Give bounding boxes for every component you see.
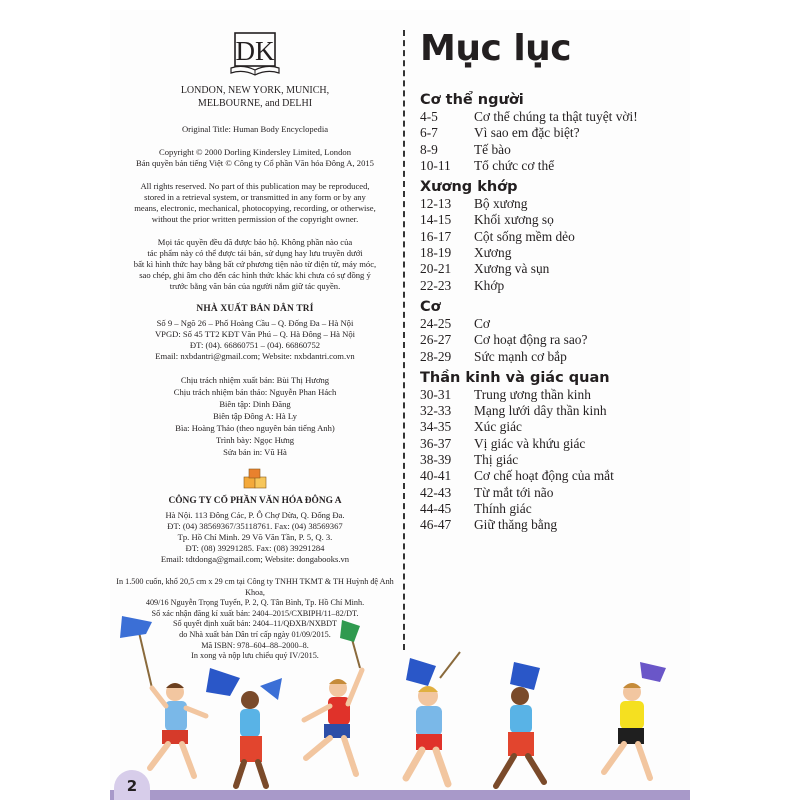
publisher-line: ĐT: (04). 66860751 – (04). 66860752: [189, 340, 321, 350]
toc-entry-title: Xúc giác: [474, 419, 522, 435]
toc-entry: [420, 517, 690, 533]
toc-entry-title: Cột sống mềm dẻo: [474, 228, 575, 244]
toc-entry: [420, 158, 690, 174]
original-title: Original Title: Human Body Encyclopedia: [181, 124, 329, 134]
toc-entry-pages: 20-21: [420, 261, 452, 277]
copyright-block: [110, 147, 400, 169]
running-children-illustration: [110, 608, 690, 800]
toc-entry: [420, 485, 690, 501]
company-line: ĐT: (08) 39291285. Fax: (08) 39291284: [185, 543, 325, 553]
company-line: Email: tdtdonga@gmail.com; Website: dongabooks.vn: [160, 554, 350, 564]
toc-entry-pages: 16-17: [420, 228, 452, 244]
publisher-name: NHÀ XUẤT BẢN DÂN TRÍ: [196, 304, 314, 314]
toc-entry-pages: 18-19: [420, 245, 452, 261]
toc-entry-pages: 10-11: [420, 157, 451, 173]
toc-entry: [420, 316, 690, 332]
publisher-block: [110, 304, 400, 362]
toc-section-title: Xương khớp: [420, 179, 518, 196]
toc-entry-pages: 24-25: [420, 315, 452, 331]
company-block: [110, 496, 400, 565]
toc-section-muscle: [420, 298, 690, 365]
toc-entry-title: Giữ thăng bằng: [474, 517, 558, 533]
toc-entry: [420, 142, 690, 158]
dk-logo-text: DK: [235, 36, 275, 66]
child-figure: [120, 616, 206, 776]
rights-en-line: All rights reserved. No part of this publication may be reproduced,: [140, 181, 370, 191]
column-divider: [403, 30, 405, 650]
print-info-line: Số quyết định xuất bản: 2404–11/QĐXB/NXBDT: [172, 619, 338, 629]
print-info-line: Số xác nhận đăng kí xuất bản: 2404–2015/CXBIPH/11–82/DT.: [151, 608, 359, 618]
publisher-line: Email: nxbdantri@gmail.com; Website: nxbdantri.com.vn: [155, 351, 355, 361]
toc-entry-pages: 40-41: [420, 468, 452, 484]
vn-rights-line: Bản quyền bản tiếng Việt © Công ty Cổ phần Văn hóa Đông A, 2015: [136, 158, 374, 168]
page-number: 2: [114, 770, 150, 800]
toc-entry-pages: 34-35: [420, 419, 452, 435]
toc-entry-pages: 36-37: [420, 435, 452, 451]
toc-title: Mục lục: [420, 28, 572, 69]
toc-entry: [420, 278, 690, 294]
toc-entry: [420, 403, 690, 419]
child-figure: [604, 662, 666, 778]
credit-line: Chịu trách nhiệm xuất bản: Bùi Thị Hương: [180, 375, 330, 385]
rights-en: [110, 181, 400, 225]
toc-entry-pages: 42-43: [420, 484, 452, 500]
toc-entry-pages: 14-15: [420, 212, 452, 228]
toc-entry-title: Vì sao em đặc biệt?: [474, 125, 580, 141]
toc-entry: [420, 436, 690, 452]
print-info-line: do Nhà xuất bản Dân trí cấp ngày 01/09/2015.: [179, 629, 331, 639]
toc-entry: [420, 468, 690, 484]
credit-line: Sửa bản in: Vũ Hà: [223, 447, 287, 457]
toc-entry-title: Vị giác và khứu giác: [474, 435, 586, 451]
toc-section-nerves-senses: [420, 369, 690, 534]
toc-entry-pages: 8-9: [420, 141, 438, 157]
toc-entry-title: Cơ hoạt động ra sao?: [474, 332, 588, 348]
toc-entry-title: Thị giác: [474, 452, 519, 468]
toc-section-title: Cơ: [420, 298, 441, 315]
toc-entry-pages: 26-27: [420, 332, 452, 348]
rights-en-line: without the prior written permission of the copyright owner.: [151, 214, 359, 224]
toc-entry: [420, 196, 690, 212]
rights-vn-line: Mọi tác quyền đều đã được bảo hộ. Không phần nào của: [157, 237, 353, 247]
toc-entry-pages: 4-5: [420, 109, 438, 124]
credits-block: [110, 374, 400, 458]
credit-line: Biên tập: Dinh Đăng: [219, 399, 291, 409]
toc-entry: [420, 261, 690, 277]
child-figure: [206, 668, 282, 786]
footer-band: [110, 790, 690, 800]
credit-line: Trình bày: Ngọc Hưng: [215, 435, 295, 445]
toc-entry-pages: 22-23: [420, 277, 452, 293]
toc-entry: [420, 212, 690, 228]
toc-entry-pages: 12-13: [420, 196, 452, 212]
print-info-line: In xong và nộp lưu chiểu quý IV/2015.: [191, 651, 319, 661]
toc-entry-pages: 6-7: [420, 125, 438, 141]
rights-vn: [110, 237, 400, 292]
toc-entry: [420, 245, 690, 261]
toc-entry-title: Xương và sụn: [474, 261, 550, 277]
toc-entry: [420, 452, 690, 468]
publisher-cities: [110, 84, 400, 110]
child-figure: [304, 620, 362, 774]
credit-line: Biên tập Đông A: Hà Ly: [213, 411, 297, 421]
rights-vn-line: bất kì hình thức hay bằng bất cứ phương tiện nào từ điện tử, máy móc,: [133, 259, 377, 269]
toc-entry-pages: 32-33: [420, 403, 452, 419]
publisher-line: Số 9 – Ngõ 26 – Phố Hoàng Cầu – Q. Đống Đa – Hà Nội: [156, 318, 354, 328]
toc-entry-pages: 38-39: [420, 452, 452, 468]
print-info-line: 409/16 Nguyễn Trọng Tuyển, P. 2, Q. Tân Bình, Tp. Hồ Chí Minh.: [145, 598, 365, 608]
cities-line-2: MELBOURNE, and DELHI: [197, 98, 313, 109]
child-figure: [406, 652, 460, 784]
toc-entry-title: Tế bào: [474, 141, 511, 157]
child-figure: [496, 662, 544, 786]
print-info-line: In 1.500 cuốn, khổ 20,5 cm x 29 cm tại Công ty TNHH TKMT & TH Huỳnh đệ Anh Khoa,: [116, 577, 394, 597]
company-name: CÔNG TY CỔ PHẦN VĂN HÓA ĐÔNG A: [168, 496, 342, 506]
cities-line-1: LONDON, NEW YORK, MUNICH,: [180, 85, 330, 96]
rights-vn-line: tác phẩm này có thể được tái bản, sử dụng hay lưu truyền dưới: [147, 248, 363, 258]
toc-section-bones: [420, 178, 690, 294]
toc-entry: [420, 125, 690, 141]
toc-entry: [420, 349, 690, 365]
rights-vn-line: sao chép, ghi âm cho đến các hình thức khác khi chưa có sự đồng ý: [139, 270, 371, 280]
toc-entry-pages: 28-29: [420, 348, 452, 364]
rights-en-line: means, electronic, mechanical, photocopying, recording, or otherwise,: [134, 203, 376, 213]
dong-a-logo-icon: [243, 468, 267, 492]
rights-vn-line: trước bằng văn bản của người nắm giữ tác quyền.: [169, 281, 341, 291]
toc-entry: [420, 109, 690, 125]
rights-en-line: stored in a retrieval system, or transmitted in any form or by any: [144, 192, 366, 202]
toc-entry-pages: 30-31: [420, 386, 452, 402]
toc-entry: [420, 419, 690, 435]
toc-entry-title: Từ mắt tới não: [474, 484, 554, 500]
table-of-contents: [420, 28, 690, 538]
toc-entry-title: Tổ chức cơ thể: [474, 157, 555, 173]
company-line: Hà Nội. 113 Đông Các, P. Ô Chợ Dừa, Q. Đống Đa.: [165, 510, 345, 520]
dk-logo: [225, 32, 285, 78]
credit-line: Bìa: Hoàng Thảo (theo nguyên bản tiếng Anh): [175, 423, 335, 433]
toc-entry-title: Xương: [474, 245, 512, 261]
toc-entry: [420, 501, 690, 517]
toc-entry-title: Cơ chế hoạt động của mắt: [474, 468, 614, 484]
toc-entry-title: Cơ: [474, 315, 491, 331]
toc-entry-title: Cơ thể chúng ta thật tuyệt vời!: [474, 109, 638, 124]
copyright-line: Copyright © 2000 Dorling Kindersley Limited, London: [159, 147, 351, 157]
toc-entry-title: Khớp: [474, 277, 505, 293]
book-page: [110, 10, 690, 800]
toc-entry-pages: 44-45: [420, 500, 452, 516]
toc-entry-title: Bộ xương: [474, 196, 528, 212]
credit-line: Chịu trách nhiệm bản thảo: Nguyễn Phan Hách: [173, 387, 337, 397]
company-line: ĐT: (04) 38569367/35118761. Fax: (04) 38569367: [167, 521, 343, 531]
toc-entry-title: Khối xương sọ: [474, 212, 554, 228]
toc-entry: [420, 229, 690, 245]
toc-entry-title: Trung ương thần kinh: [474, 386, 591, 402]
toc-entry-title: Mạng lưới dây thần kinh: [474, 403, 607, 419]
toc-section-title: Thần kinh và giác quan: [420, 369, 610, 386]
publisher-line: VPGD: Số 45 TT2 KĐT Văn Phú – Q. Hà Đông – Hà Nội: [154, 329, 356, 339]
toc-section-body: [420, 91, 690, 174]
print-info-line: Mã ISBN: 978–604–88–2000–8.: [201, 640, 309, 650]
toc-entry: [420, 332, 690, 348]
toc-entry: [420, 387, 690, 403]
toc-entry-title: Sức mạnh cơ bắp: [474, 348, 567, 364]
toc-entry-title: Thính giác: [474, 500, 532, 516]
imprint-column: [110, 32, 400, 662]
toc-entry-pages: 46-47: [420, 517, 452, 533]
toc-section-title: Cơ thể người: [420, 92, 524, 108]
company-line: Tp. Hồ Chí Minh. 29 Võ Văn Tần, P. 5, Q. 3.: [177, 532, 333, 542]
